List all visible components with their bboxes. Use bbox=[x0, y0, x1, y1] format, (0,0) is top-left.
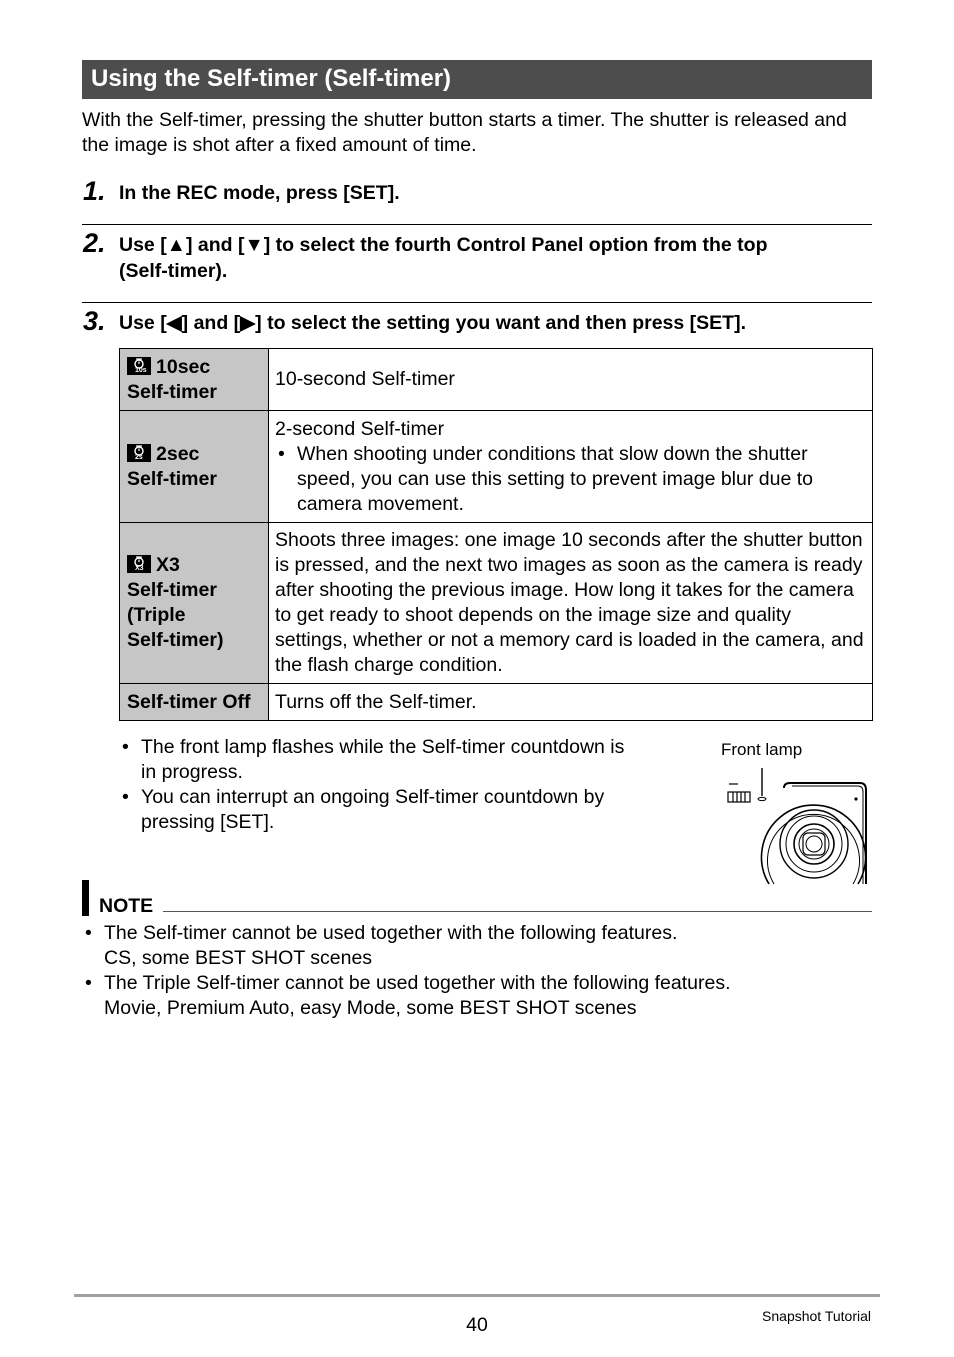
note-text: The Triple Self-timer cannot be used together with the following features. bbox=[104, 972, 731, 994]
bullet-marker: • bbox=[278, 442, 285, 465]
setting-name: Self-timer bbox=[127, 579, 217, 601]
setting-label bbox=[120, 411, 269, 523]
self-timer-x3-icon bbox=[127, 555, 151, 573]
bullet-marker: • bbox=[122, 736, 129, 758]
icon-caption: 2s bbox=[135, 453, 143, 461]
bullet-text: You can interrupt an ongoing Self-timer countdown by bbox=[141, 786, 605, 808]
setting-name: Self-timer bbox=[127, 380, 217, 403]
note-label: NOTE bbox=[99, 895, 154, 917]
table-row bbox=[120, 684, 873, 721]
step-divider bbox=[82, 302, 872, 303]
setting-name: (Triple bbox=[127, 604, 186, 626]
step-1-text: In the REC mode, press [SET]. bbox=[119, 182, 400, 204]
setting-label bbox=[120, 523, 269, 684]
bullet-marker: • bbox=[122, 786, 129, 808]
step-2-text-line1: Use [▲] and [▼] to select the fourth Control Panel option from the top bbox=[119, 234, 768, 256]
bullet-text: in progress. bbox=[141, 761, 243, 783]
setting-description: 10-second Self-timer bbox=[269, 349, 873, 411]
lamp-bullet-list bbox=[122, 735, 682, 835]
setting-name: Self-timer) bbox=[127, 629, 224, 651]
note-text: CS, some BEST SHOT scenes bbox=[104, 947, 373, 969]
list-item bbox=[122, 735, 682, 785]
table-row bbox=[120, 349, 873, 411]
setting-description: Turns off the Self-timer. bbox=[269, 684, 873, 721]
step-2-number: 2. bbox=[83, 228, 106, 258]
list-item bbox=[122, 785, 682, 835]
bullet-text: The front lamp flashes while the Self-timer countdown is bbox=[141, 736, 625, 758]
list-item bbox=[85, 921, 875, 971]
note-divider bbox=[163, 911, 872, 912]
camera-front-illustration bbox=[724, 766, 870, 888]
bullet-text: pressing [SET]. bbox=[141, 811, 275, 833]
note-text: The Self-timer cannot be used together with the following features. bbox=[104, 922, 678, 944]
list-item bbox=[275, 442, 866, 517]
setting-description-bullet: When shooting under conditions that slow down the shutter speed, you can use this setting to prevent image blur due to camera movement. bbox=[297, 442, 813, 515]
section-title: Using the Self-timer (Self-timer) bbox=[91, 65, 452, 92]
self-timer-settings-table bbox=[119, 348, 873, 721]
table-row bbox=[120, 523, 873, 684]
note-list bbox=[85, 921, 875, 1021]
self-timer-10s-icon bbox=[127, 357, 151, 375]
step-2-text-line2: (Self-timer). bbox=[119, 260, 228, 282]
setting-description: Shoots three images: one image 10 seconds after the shutter button is pressed, and the next two images as soon as the camera is ready after shooting the previous image. How long it takes for the camera to get ready to shoot depends on the image size and quality settings, whether or not a memory card is loaded in the camera, and the flash charge condition. bbox=[269, 523, 873, 684]
setting-name: Self-timer bbox=[127, 467, 217, 490]
setting-label bbox=[120, 349, 269, 411]
setting-label: Self-timer Off bbox=[120, 684, 269, 721]
intro-paragraph: With the Self-timer, pressing the shutter button starts a timer. The shutter is released and the image is shot after a fixed amount of time. bbox=[82, 109, 847, 156]
footer-divider bbox=[74, 1294, 880, 1297]
bullet-marker: • bbox=[85, 972, 92, 994]
setting-name: X3 bbox=[156, 554, 180, 576]
icon-caption: X3 bbox=[135, 565, 144, 572]
list-item bbox=[85, 971, 875, 1021]
step-divider bbox=[82, 224, 872, 225]
icon-caption: 10s bbox=[135, 366, 147, 374]
self-timer-2s-icon bbox=[127, 444, 151, 462]
setting-name: 2sec bbox=[156, 442, 200, 465]
step-1-number: 1. bbox=[83, 176, 106, 206]
setting-name: 10sec bbox=[156, 355, 211, 378]
table-row bbox=[120, 411, 873, 523]
setting-description-main: 2-second Self-timer bbox=[275, 417, 445, 440]
step-3-number: 3. bbox=[83, 306, 106, 336]
bullet-marker: • bbox=[85, 922, 92, 944]
step-3-text: Use [◀] and [▶] to select the setting you want and then press [SET]. bbox=[119, 312, 746, 334]
footer-section-name: Snapshot Tutorial bbox=[762, 1308, 871, 1324]
note-marker bbox=[82, 880, 89, 916]
front-lamp-label: Front lamp bbox=[721, 740, 803, 759]
section-title-bar bbox=[82, 60, 872, 99]
setting-description bbox=[269, 411, 873, 523]
page-number: 40 bbox=[466, 1314, 488, 1336]
note-text: Movie, Premium Auto, easy Mode, some BEST SHOT scenes bbox=[104, 997, 637, 1019]
